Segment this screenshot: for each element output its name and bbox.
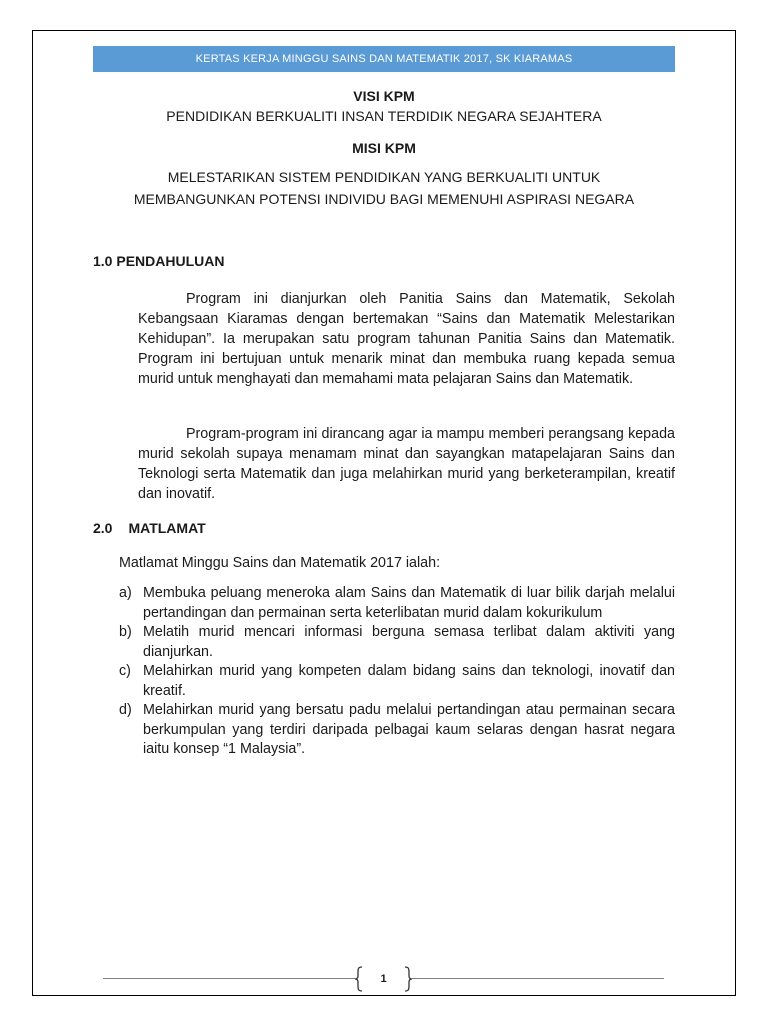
right-brace-icon [403, 966, 413, 992]
visi-block [93, 86, 675, 126]
section2-heading [93, 520, 206, 536]
misi-line-2: MEMBANGUNKAN POTENSI INDIVIDU BAGI MEMENUHI ASPIRASI NEGARA [133, 191, 635, 207]
misi-title: MISI KPM [352, 140, 416, 156]
page-number: 1 [380, 973, 387, 985]
misi-title-block [93, 138, 675, 158]
misi-block [93, 166, 675, 210]
section2-heading-text: MATLAMAT [128, 520, 206, 536]
visi-title: VISI KPM [353, 88, 415, 104]
section2-heading-number: 2.0 [93, 520, 113, 536]
section1-heading: 1.0 PENDAHULUAN [93, 253, 225, 269]
list-item-text: Melahirkan murid yang kompeten dalam bidang sains dan teknologi, inovatif dan kreatif. [143, 663, 675, 699]
list-item-marker: b) [119, 624, 132, 640]
list-item [119, 701, 675, 760]
list-item-text: Melahirkan murid yang bersatu padu melalui pertandingan atau permainan secara berkumpulan yang terdiri daripada pelbagai kaum selaras dengan hasrat negara iaitu konsep “1 Malaysia”. [143, 702, 675, 757]
list-item [119, 662, 675, 701]
header-banner-text: KERTAS KERJA MINGGU SAINS DAN MATEMATIK 2017, SK KIARAMAS [195, 53, 573, 65]
list-item-text: Membuka peluang meneroka alam Sains dan Matematik di luar bilik darjah melalui pertandingan dan permainan serta keterlibatan murid dalam kokurikulum [143, 585, 675, 621]
visi-text: PENDIDIKAN BERKUALITI INSAN TERDIDIK NEGARA SEJAHTERA [166, 108, 602, 124]
section1-paragraph-2 [138, 424, 675, 504]
list-item [119, 623, 675, 662]
section1-paragraph-1-text: Program ini dianjurkan oleh Panitia Sains dan Matematik, Sekolah Kebangsaan Kiaramas dengan bertemakan “Sains dan Matematik Melestarikan Kehidupan”. Ia merupakan satu program tahunan Panitia Sains dan Matematik. Program ini bertujuan untuk menarik minat dan membuka ruang kepada semua murid untuk menghayati dan memahami mata pelajaran Sains dan Matematik. [138, 291, 675, 387]
footer-line-right [412, 978, 664, 979]
footer-line-left [103, 978, 355, 979]
header-banner [93, 46, 675, 72]
list-item-text: Melatih murid mencari informasi berguna semasa terlibat dalam aktiviti yang dianjurkan. [143, 624, 675, 660]
list-item-marker: a) [119, 585, 132, 601]
section1-paragraph-1 [138, 289, 675, 389]
list-item [119, 584, 675, 623]
section2-intro: Matlamat Minggu Sains dan Matematik 2017 ialah: [119, 555, 441, 571]
list-item-marker: d) [119, 702, 132, 718]
misi-line-1: MELESTARIKAN SISTEM PENDIDIKAN YANG BERKUALITI UNTUK [167, 169, 601, 185]
section2-list [119, 584, 675, 760]
list-item-marker: c) [119, 663, 131, 679]
section1-paragraph-2-text: Program-program ini dirancang agar ia mampu memberi perangsang kepada murid sekolah supaya menamam minat dan sayangkan matapelajaran Sains dan Teknologi serta Matematik dan juga melahirkan murid yang berketerampilan, kreatif dan inovatif. [138, 426, 675, 502]
